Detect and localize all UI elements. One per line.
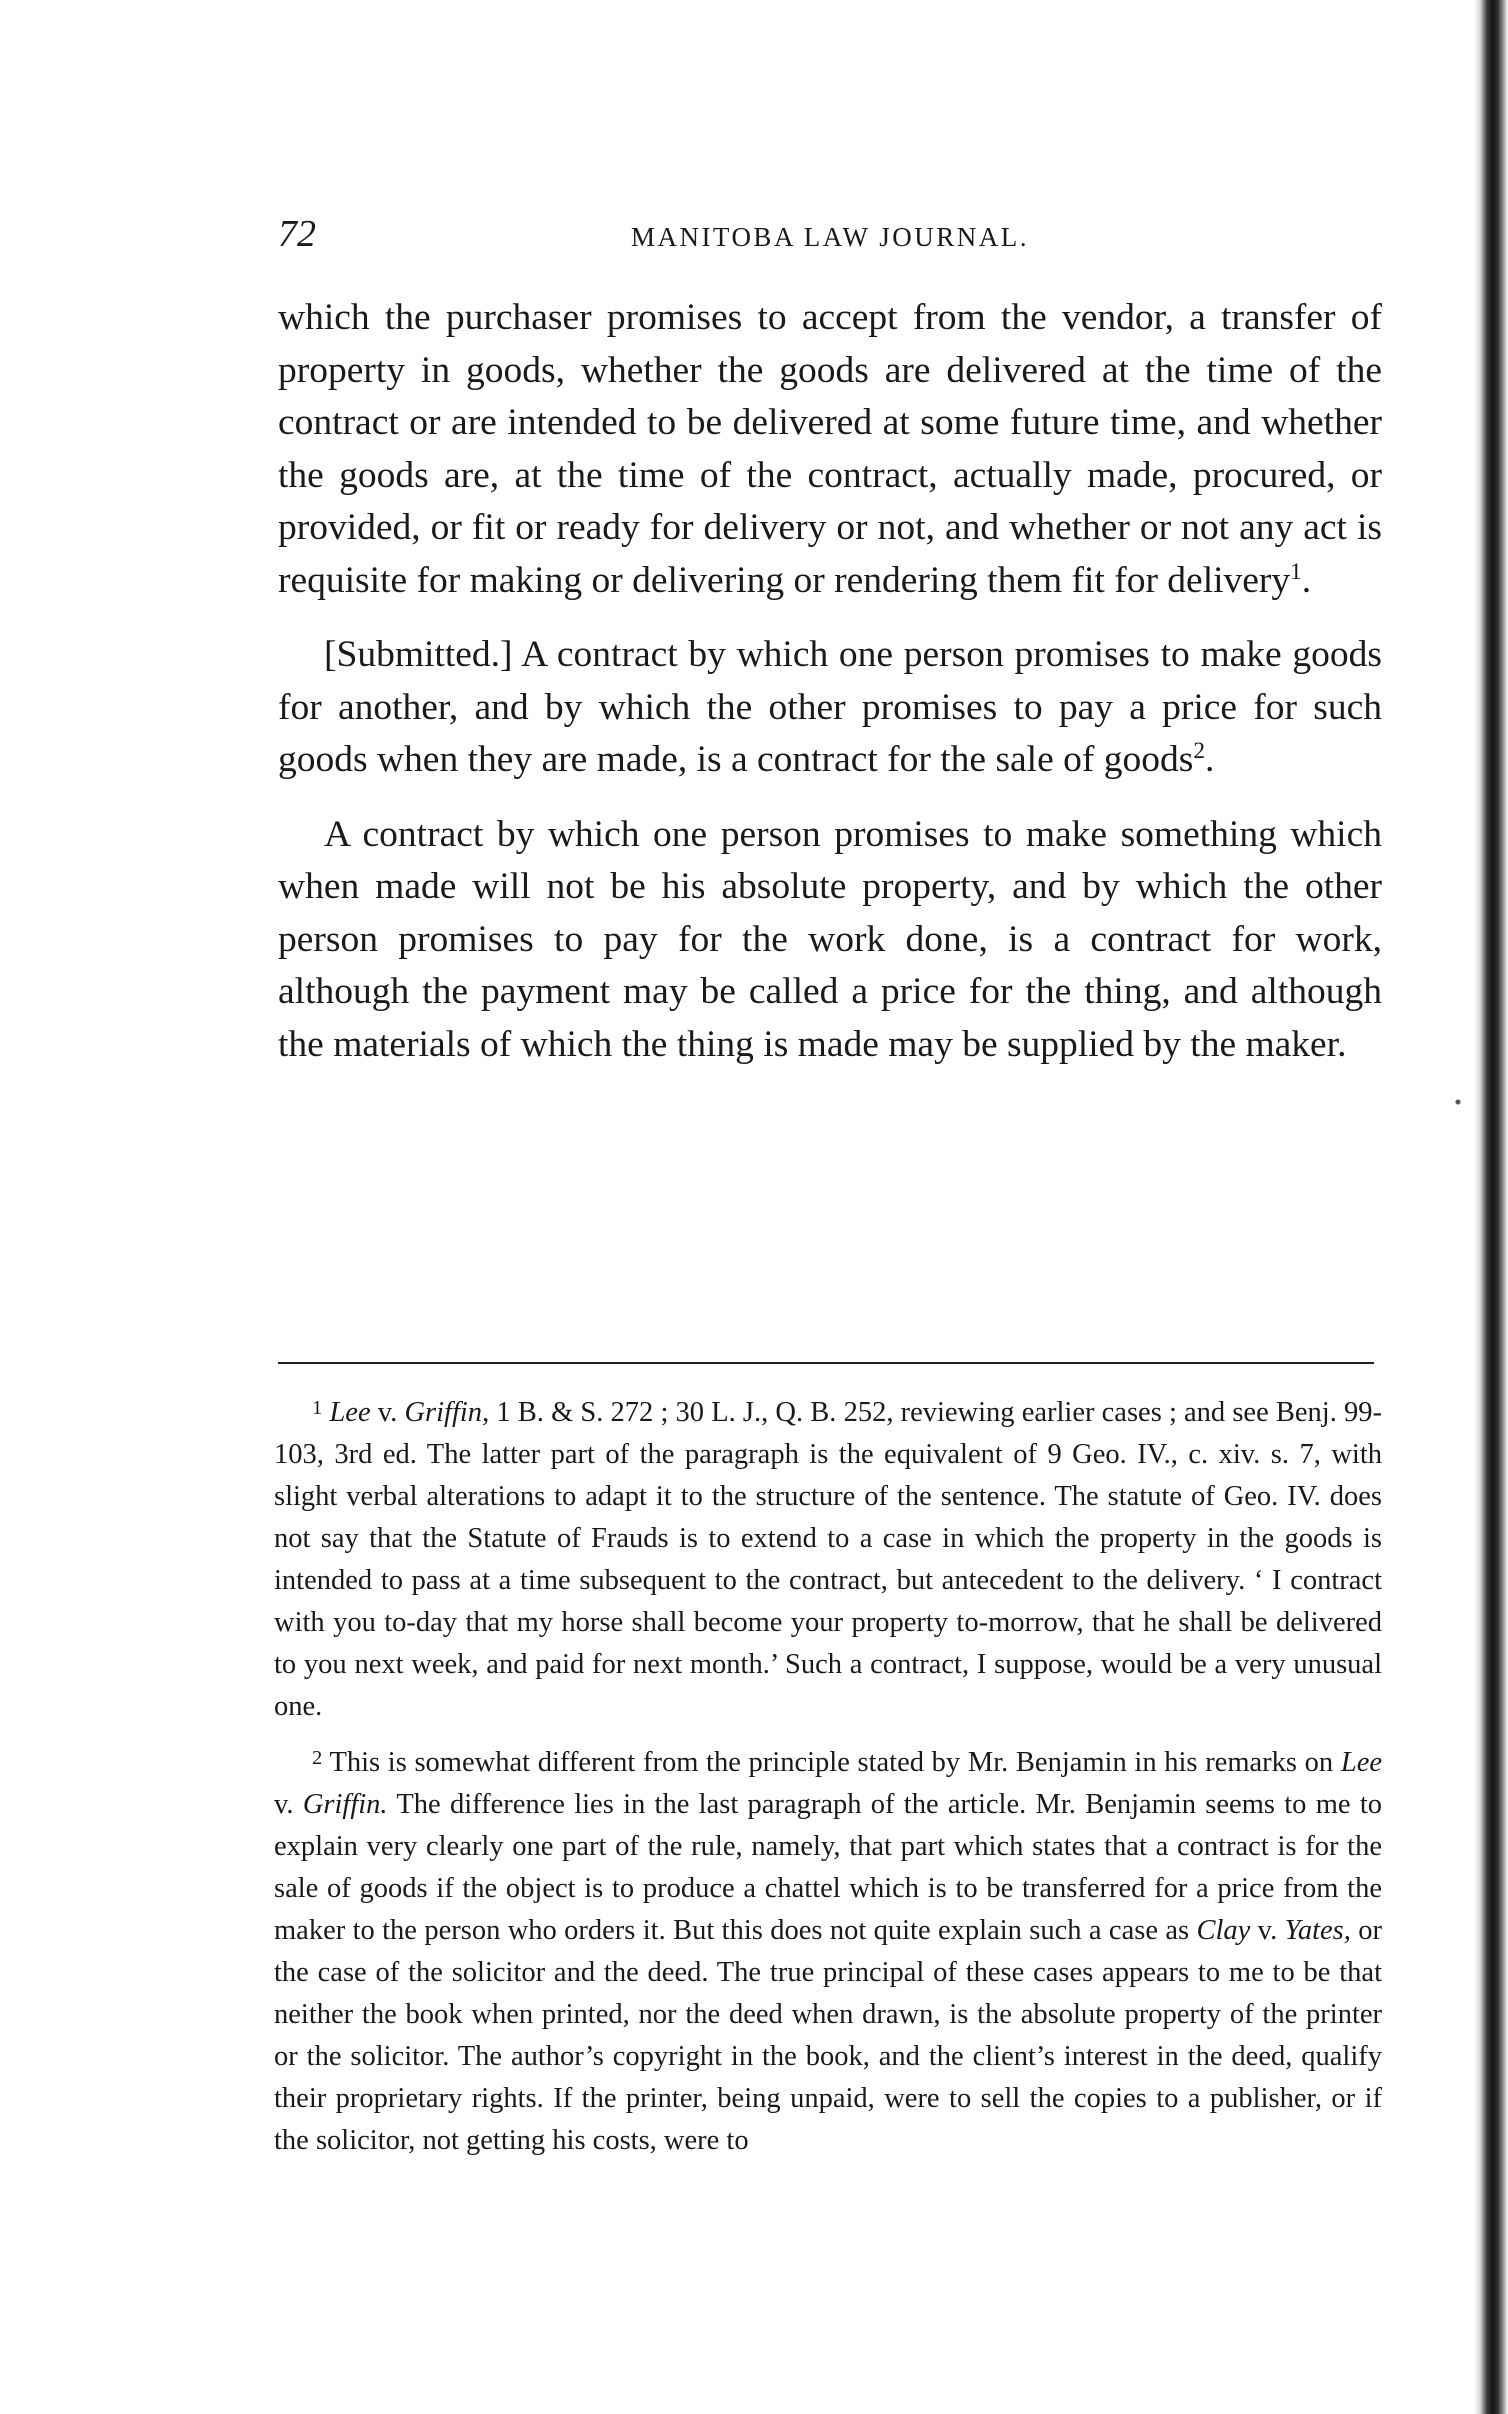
footnote-mark-2: 2 <box>312 1746 323 1769</box>
case-name: Yates, <box>1284 1915 1351 1946</box>
page-header <box>278 212 1382 262</box>
footnote-2: $^2$ This is somewhat different from the principle stated by Mr. Benjamin in his remarks on Lee v. Griffin. The difference lies in the last paragraph of the article. Mr. Benjamin seems to me to explain very clearly one part of the rule, namely, that part which states that a contract is for the sale of goods if the object is to produce a chattel which is to be transferred for a price from the maker to the person who orders it. But this does not quite explain such a case as Clay v. Yates, or the case of the solicitor and the deed. The true principal of these cases appears to me to be that neither the book when printed, nor the deed when drawn, is the absolute property of the printer or the solicitor. The author’s copyright in the book, and the client’s interest in the deed, qualify their proprietary rights. If the printer, being unpaid, were to sell the copies to a publisher, or if the solicitor, not getting his costs, were to <box>274 1746 1383 2156</box>
main-text <box>278 292 1382 1093</box>
case-name: Clay <box>1196 1915 1251 1946</box>
page-number: 72 <box>278 213 316 255</box>
case-name: Griffin <box>404 1397 483 1428</box>
paragraph-continuation: which the purchaser promises to accept from the vendor, a transfer of property in goods, whether the goods are delivered at the time of the contract or are intended to be delivered at some future time, and whether the goods are, at the time of the contract, actually made, procured, or provided, or fit or ready for delivery or not, and whether or not any act is requisite for making or delivering or rendering them fit for delivery$^1$. <box>278 297 1382 601</box>
running-head: MANITOBA LAW JOURNAL. <box>630 222 1030 252</box>
footnote-mark-1: 1 <box>312 1396 323 1419</box>
page-edge-shadow <box>1474 0 1508 2414</box>
case-name: Lee <box>329 1397 371 1428</box>
footnote-ref-1: 1 <box>1290 558 1302 585</box>
footnote-divider <box>278 1362 1374 1364</box>
footnote-ref-2: 2 <box>1193 738 1205 765</box>
paragraph-submitted: [Submitted.] A contract by which one person promises to make goods for another, and by which the other promises to pay a price for such goods when they are made, is a contract for the sale of goods$^2$. <box>278 634 1382 780</box>
footnotes <box>274 1392 1382 2176</box>
footnote-1: $^1$ Lee v. Griffin, 1 B. & S. 272 ; 30 L. J., Q. B. 252, reviewing earlier cases ; and see Benj. 99-103, 3rd ed. The latter part of the paragraph is the equivalent of 9 Geo. IV., c. xiv. s. 7, with slight verbal alterations to adapt it to the structure of the sentence. The statute of Geo. IV. does not say that the Statute of Frauds is to extend to a case in which the property in the goods is intended to pass at a time subsequent to the contract, but antecedent to the delivery. ‘ I contract with you to-day that my horse shall become your property to-morrow, that he shall be delivered to you next week, and paid for next month.’ Such a contract, I suppose, would be a very unusual one. <box>274 1396 1383 1722</box>
case-name: Griffin. <box>302 1789 388 1820</box>
case-name: Lee <box>1340 1747 1382 1778</box>
scan-speck <box>1450 1095 1466 1109</box>
paragraph-contract-for-work: A contract by which one person promises to make something which when made will not be his absolute property, and by which the other person promises to pay for the work done, is a contract for work, although the payment may be called a price for the thing, and although the materials of which the thing is made may be supplied by the maker. <box>278 813 1382 1065</box>
